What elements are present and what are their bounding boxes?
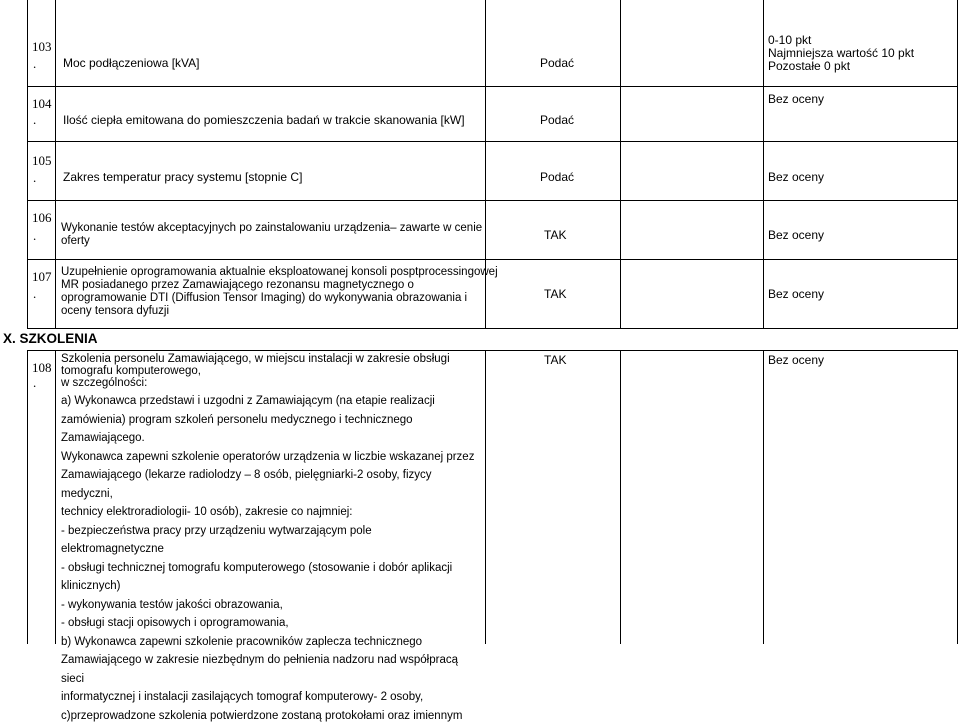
row-number-dot: .: [33, 57, 36, 71]
row-description: Zakres temperatur pracy systemu [stopnie C]: [63, 170, 302, 184]
row-divider: [27, 259, 958, 260]
row-number: 107: [32, 270, 52, 284]
row-number: 105: [32, 154, 52, 168]
row-number-dot: .: [33, 287, 36, 301]
description-line: oferty: [61, 235, 482, 248]
row-number: 104: [32, 97, 52, 111]
row-description: Ilość ciepła emitowana do pomieszczenia badań w trakcie skanowania [kW]: [63, 113, 465, 127]
row-number: 106: [32, 211, 52, 225]
row-number: 103: [32, 40, 52, 54]
description-line: c)przeprowadzone szkolenia potwierdzone zostaną protokołami oraz imiennym: [61, 707, 477, 725]
column-divider-requirement: [620, 350, 621, 644]
row-divider: [27, 328, 958, 329]
row-requirement: Podać: [540, 170, 574, 184]
row-description: [61, 222, 482, 248]
row-number-dot: .: [33, 113, 36, 127]
description-line: Wykonawca zapewni szkolenie operatorów urządzenia w liczbie wskazanej przez: [61, 448, 477, 467]
description-line: oprogramowanie DTI (Diffusion Tensor Imaging) do wykonywania obrazowania i: [61, 292, 498, 305]
row-divider: [27, 350, 958, 351]
row-requirement: Podać: [540, 113, 574, 127]
column-divider-rating: [763, 0, 764, 329]
description-line: b) Wykonawca zapewni szkolenie pracowników zaplecza technicznego: [61, 633, 477, 652]
row-number-dot: .: [33, 229, 36, 243]
table-border-left: [27, 0, 28, 329]
description-line: Wykonanie testów akceptacyjnych po zainstalowaniu urządzenia– zawarte w cenie: [61, 222, 482, 235]
column-divider-requirement: [620, 0, 621, 329]
description-line: - bezpieczeństwa pracy przy urządzeniu wytwarzającym pole elektromagnetyczne: [61, 522, 477, 559]
row-divider: [27, 86, 958, 87]
description-line: - wykonywania testów jakości obrazowania,: [61, 596, 477, 615]
row-rating: Bez oceny: [768, 287, 824, 301]
rating-line: 0-10 pkt: [768, 34, 914, 47]
rating-line: Pozostałe 0 pkt: [768, 60, 914, 73]
description-line: Uzupełnienie oprogramowania aktualnie eksploatowanej konsoli posptprocessingowej: [61, 266, 498, 279]
description-line: Zamawiającego (lekarze radiolodzy – 8 osób, pielęgniarki-2 osoby, fizycy medyczni,: [61, 466, 477, 503]
row-rating: Bez oceny: [768, 228, 824, 242]
description-line: a) Wykonawca przedstawi i uzgodni z Zamawiającym (na etapie realizacji: [61, 392, 477, 411]
description-line: w szczególności:: [61, 377, 450, 389]
row-rating: Bez oceny: [768, 92, 824, 106]
rating-line: Najmniejsza wartość 10 pkt: [768, 47, 914, 60]
row-description: [61, 266, 498, 318]
description-line: informatycznej i instalacji zasilających tomograf komputerowy- 2 osoby,: [61, 688, 477, 707]
table-border-right: [957, 0, 958, 329]
column-divider-rating: [763, 350, 764, 644]
description-line: MR posiadanego przez Zamawiającego rezonansu magnetycznego o: [61, 279, 498, 292]
description-line: zamówienia) program szkoleń personelu medycznego i technicznego Zamawiającego.: [61, 411, 477, 448]
description-line: - obsługi stacji opisowych i oprogramowania,: [61, 614, 477, 633]
row-requirement: Podać: [540, 56, 574, 70]
table-border-left: [27, 350, 28, 644]
row-description-body: [61, 392, 477, 725]
row-divider: [27, 141, 958, 142]
column-divider-number: [55, 0, 56, 329]
section-title: X. SZKOLENIA: [3, 331, 98, 347]
row-rating: [768, 34, 914, 73]
row-rating: Bez oceny: [768, 353, 824, 367]
description-line: oceny tensora dyfuzji: [61, 305, 498, 318]
row-description: Moc podłączeniowa [kVA]: [63, 56, 200, 70]
column-divider-description: [485, 350, 486, 644]
row-number-dot: .: [33, 376, 36, 390]
row-requirement: TAK: [544, 228, 566, 242]
row-description-intro: [61, 353, 450, 389]
row-requirement: TAK: [544, 353, 566, 367]
table-border-right: [957, 350, 958, 644]
row-divider: [27, 200, 958, 201]
description-line: Szkolenia personelu Zamawiającego, w miejscu instalacji w zakresie obsługi: [61, 353, 450, 365]
description-line: klinicznych): [61, 577, 477, 596]
row-number: 108: [32, 361, 52, 375]
description-line: tomografu komputerowego,: [61, 365, 450, 377]
description-line: - obsługi technicznej tomografu komputerowego (stosowanie i dobór aplikacji: [61, 559, 477, 578]
column-divider-number: [55, 350, 56, 644]
row-requirement: TAK: [544, 287, 566, 301]
row-rating: Bez oceny: [768, 170, 824, 184]
description-line: technicy elektroradiologii- 10 osób), zakresie co najmniej:: [61, 503, 477, 522]
description-line: Zamawiającego w zakresie niezbędnym do pełnienia nadzoru nad współpracą sieci: [61, 651, 477, 688]
row-number-dot: .: [33, 171, 36, 185]
